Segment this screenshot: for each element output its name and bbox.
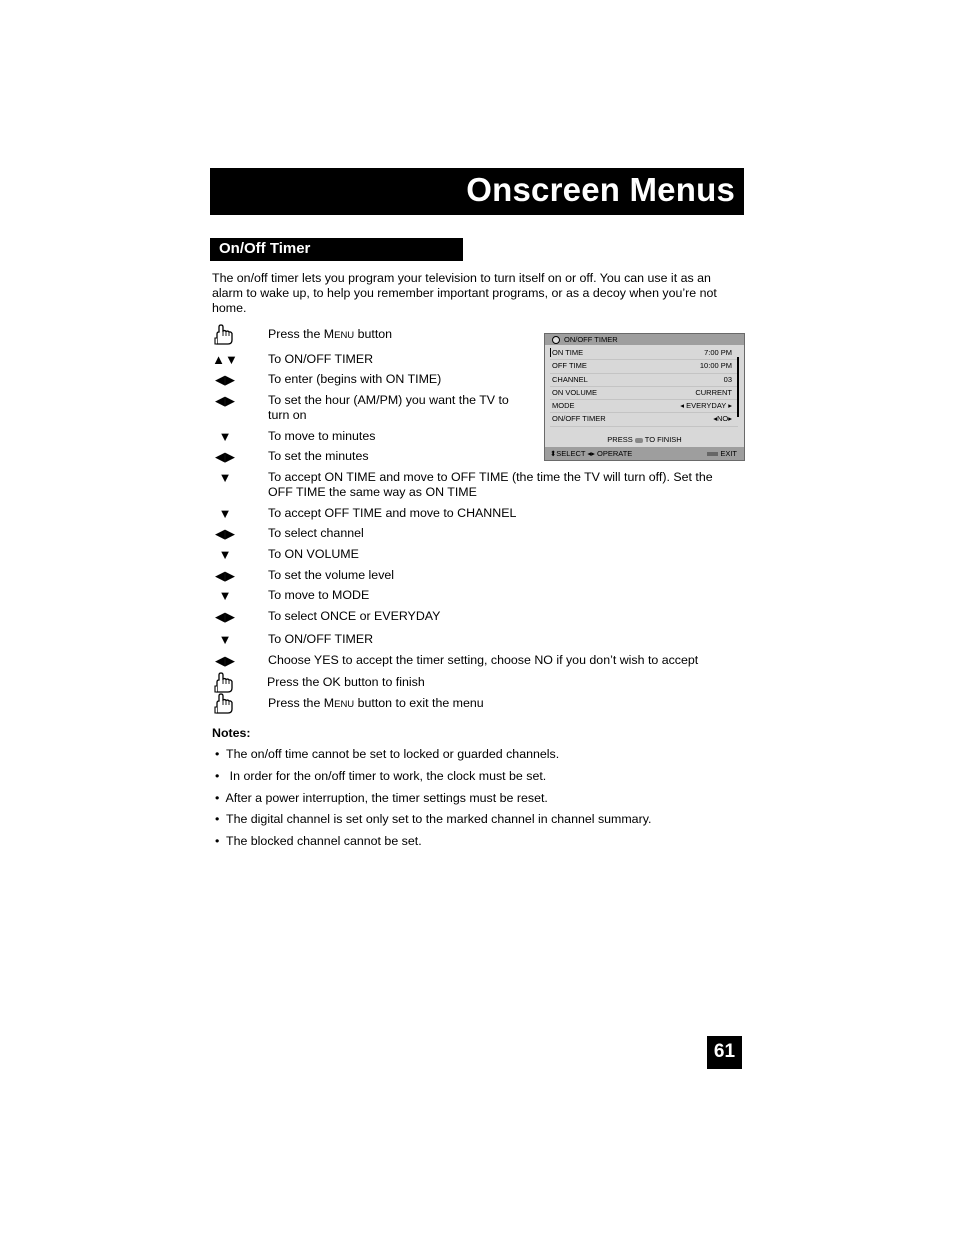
header-banner xyxy=(210,168,744,215)
tv-row-value: ◂NO▸ xyxy=(713,414,732,424)
section-header xyxy=(210,238,463,261)
left-right-arrows-icon: ◀▶ xyxy=(215,393,235,408)
step-text xyxy=(268,696,484,712)
note-item: • The digital channel is set only set to the marked channel in channel summary. xyxy=(215,812,652,826)
down-arrow-icon: ▼ xyxy=(218,588,232,603)
left-right-arrows-icon: ◀▶ xyxy=(215,568,235,583)
notes-title: Notes: xyxy=(212,726,251,740)
step-text: To select ONCE or EVERYDAY xyxy=(268,609,441,623)
section-title: On/Off Timer xyxy=(219,240,311,257)
step-text-pre: Press the M xyxy=(268,696,335,710)
note-text: After a power interruption, the timer settings must be reset. xyxy=(225,791,548,805)
step-text: To ON/OFF TIMER xyxy=(268,632,374,646)
tv-footer-right xyxy=(707,449,737,458)
tv-row-label: ON/OFF TIMER xyxy=(552,414,606,424)
tv-press-hint xyxy=(545,435,744,444)
tv-row-value: CURRENT xyxy=(695,387,732,397)
tv-press-post: TO FINISH xyxy=(644,435,682,444)
tv-press-pre: PRESS xyxy=(607,435,633,444)
step-text: To ON/OFF TIMER xyxy=(268,352,374,366)
up-down-arrows-icon: ▲▼ xyxy=(212,352,238,367)
tv-menu-title: ON/OFF TIMER xyxy=(564,335,618,344)
tv-row-label: MODE xyxy=(552,401,575,411)
tv-row-label: ON TIME xyxy=(552,348,584,357)
left-right-arrows-icon: ◀▶ xyxy=(215,449,235,464)
note-text: The blocked channel cannot be set. xyxy=(226,834,422,848)
tv-footer-exit: EXIT xyxy=(720,449,737,458)
step-text-post: button xyxy=(354,327,393,341)
left-right-arrows-icon: ◀▶ xyxy=(215,609,235,624)
tv-menu-rows xyxy=(550,347,738,427)
step-text-post: button to exit the menu xyxy=(354,696,484,710)
tv-menu-header xyxy=(545,334,744,345)
tv-menu-footer xyxy=(545,447,744,460)
tv-menu-row xyxy=(550,347,738,360)
step-text xyxy=(268,327,392,343)
down-arrow-icon: ▼ xyxy=(218,506,232,521)
step-text: Choose YES to accept the timer setting, choose NO if you don’t wish to accept xyxy=(268,653,699,667)
step-text: To select channel xyxy=(268,526,364,540)
tv-row-label: OFF TIME xyxy=(552,361,587,371)
tv-row-value: 7:00 PM xyxy=(704,348,732,357)
down-arrow-icon: ▼ xyxy=(218,547,232,562)
tv-row-label: ON VOLUME xyxy=(552,387,598,397)
menu-button-icon xyxy=(707,452,718,456)
step-text: To set the hour (AM/PM) you want the TV to turn on xyxy=(268,393,509,422)
tv-footer-left: ⬍SELECT ◂▸ OPERATE xyxy=(550,449,633,458)
tv-row-value: ◂ EVERYDAY ▸ xyxy=(680,401,732,411)
step-text: Press the OK button to finish xyxy=(267,675,425,689)
clock-icon xyxy=(552,336,560,344)
tv-scroll-indicator xyxy=(737,357,739,417)
step-text: To move to minutes xyxy=(268,429,376,443)
step-text: To enter (begins with ON TIME) xyxy=(268,372,442,386)
note-text: In order for the on/off timer to work, the clock must be set. xyxy=(229,769,547,783)
tv-menu-row xyxy=(550,387,738,400)
tv-row-label: CHANNEL xyxy=(552,374,588,384)
step-text-sc: ENU xyxy=(334,699,355,710)
note-item: • The on/off time cannot be set to locked or guarded channels. xyxy=(215,747,560,761)
step-text: To set the minutes xyxy=(268,449,369,463)
left-right-arrows-icon: ◀▶ xyxy=(215,653,235,668)
down-arrow-icon: ▼ xyxy=(218,470,232,485)
tv-menu-row xyxy=(550,374,738,387)
tv-menu-row xyxy=(550,400,738,413)
page-number-badge xyxy=(707,1036,742,1069)
step-text-sc: ENU xyxy=(334,330,355,341)
note-text: The digital channel is set only set to the marked channel in channel summary. xyxy=(226,812,652,826)
tv-menu-illustration xyxy=(544,333,745,461)
left-right-arrows-icon: ◀▶ xyxy=(215,372,235,387)
step-text: To accept OFF TIME and move to CHANNEL xyxy=(268,506,517,520)
down-arrow-icon: ▼ xyxy=(218,429,232,444)
page-title: Onscreen Menus xyxy=(466,171,735,208)
step-text: To ON VOLUME xyxy=(268,547,359,561)
note-item: • After a power interruption, the timer settings must be reset. xyxy=(215,791,548,805)
intro-paragraph: The on/off timer lets you program your television to turn itself on or off. You can use it as an alarm to wake up, to help you remember important programs, or as a decoy when you’re not home. xyxy=(212,271,717,315)
page-number: 61 xyxy=(713,1041,736,1062)
step-text: To set the volume level xyxy=(268,568,395,582)
step-text: To move to MODE xyxy=(268,588,370,602)
note-item: • In order for the on/off timer to work, the clock must be set. xyxy=(215,769,547,783)
note-item: • The blocked channel cannot be set. xyxy=(215,834,422,848)
left-right-arrows-icon: ◀▶ xyxy=(215,526,235,541)
tv-row-value: 10:00 PM xyxy=(699,361,732,371)
tv-menu-row xyxy=(550,413,738,426)
down-arrow-icon: ▼ xyxy=(218,632,232,647)
tv-row-value: 03 xyxy=(723,374,732,384)
note-text: The on/off time cannot be set to locked or guarded channels. xyxy=(226,747,560,761)
step-text: To accept ON TIME and move to OFF TIME (the time the TV will turn off). Set the OFF TIME the same way as ON TIME xyxy=(268,470,713,499)
tv-menu-row xyxy=(550,360,738,373)
step-text-pre: Press the M xyxy=(268,327,335,341)
ok-button-icon xyxy=(635,438,643,443)
